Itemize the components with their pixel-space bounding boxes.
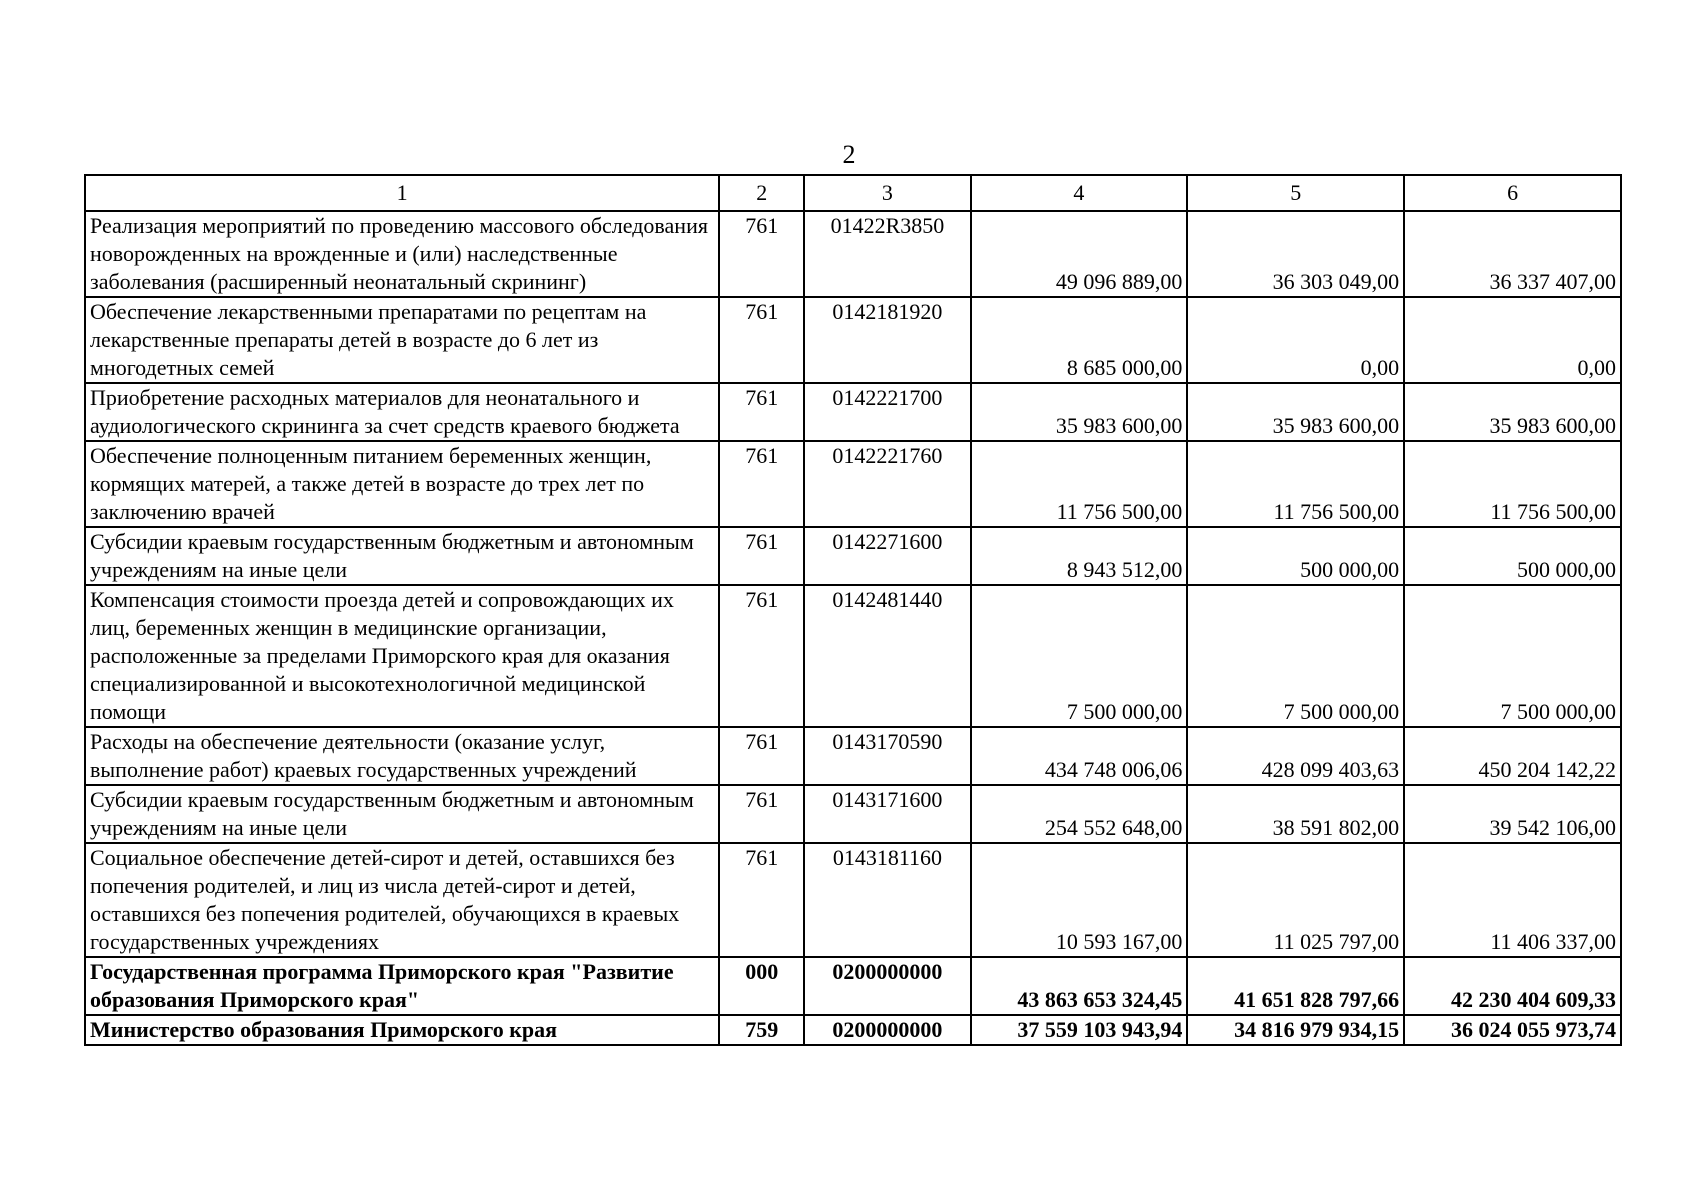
amount-col4-cell: 37 559 103 943,94: [971, 1015, 1188, 1045]
table-row: [85, 297, 1621, 383]
page-number: 2: [842, 140, 856, 169]
grbs-code-cell: 761: [719, 211, 804, 297]
expense-name-cell: Приобретение расходных материалов для неонатального и аудиологического скрининга за счет средств краевого бюджета: [85, 383, 719, 441]
target-article-cell: 0142181920: [804, 297, 970, 383]
amount-col6-cell: 36 337 407,00: [1404, 211, 1621, 297]
total-row: [85, 957, 1621, 1015]
table-row: [85, 843, 1621, 957]
amount-col4-cell: 43 863 653 324,45: [971, 957, 1188, 1015]
column-number-row: [85, 175, 1621, 211]
expense-name-cell: Государственная программа Приморского края "Развитие образования Приморского края": [85, 957, 719, 1015]
expense-name-cell: Реализация мероприятий по проведению массового обследования новорожденных на врожденные и (или) наследственные заболевания (расширенный неонатальный скрининг): [85, 211, 719, 297]
amount-col6-cell: 500 000,00: [1404, 527, 1621, 585]
amount-col6-cell: 35 983 600,00: [1404, 383, 1621, 441]
amount-col4-cell: 11 756 500,00: [971, 441, 1188, 527]
grbs-code-cell: 761: [719, 383, 804, 441]
column-number: 4: [971, 175, 1188, 211]
grbs-code-cell: 761: [719, 527, 804, 585]
target-article-cell: 0200000000: [804, 1015, 970, 1045]
expense-name-cell: Обеспечение лекарственными препаратами по рецептам на лекарственные препараты детей в возрасте до 6 лет из многодетных семей: [85, 297, 719, 383]
amount-col6-cell: 36 024 055 973,74: [1404, 1015, 1621, 1045]
amount-col5-cell: 34 816 979 934,15: [1187, 1015, 1404, 1045]
target-article-cell: 0142221700: [804, 383, 970, 441]
amount-col6-cell: 11 756 500,00: [1404, 441, 1621, 527]
table-row: [85, 383, 1621, 441]
expense-name-cell: Министерство образования Приморского края: [85, 1015, 719, 1045]
table-row: [85, 585, 1621, 727]
total-row: [85, 1015, 1621, 1045]
amount-col6-cell: 7 500 000,00: [1404, 585, 1621, 727]
target-article-cell: 0142271600: [804, 527, 970, 585]
table-row: [85, 211, 1621, 297]
amount-col5-cell: 11 025 797,00: [1187, 843, 1404, 957]
target-article-cell: 0200000000: [804, 957, 970, 1015]
grbs-code-cell: 761: [719, 785, 804, 843]
amount-col4-cell: 254 552 648,00: [971, 785, 1188, 843]
grbs-code-cell: 759: [719, 1015, 804, 1045]
amount-col5-cell: 7 500 000,00: [1187, 585, 1404, 727]
amount-col5-cell: 500 000,00: [1187, 527, 1404, 585]
grbs-code-cell: 000: [719, 957, 804, 1015]
amount-col6-cell: 11 406 337,00: [1404, 843, 1621, 957]
amount-col4-cell: 10 593 167,00: [971, 843, 1188, 957]
amount-col5-cell: 11 756 500,00: [1187, 441, 1404, 527]
table-row: [85, 527, 1621, 585]
amount-col5-cell: 36 303 049,00: [1187, 211, 1404, 297]
expense-name-cell: Субсидии краевым государственным бюджетным и автономным учреждениям на иные цели: [85, 785, 719, 843]
amount-col6-cell: 0,00: [1404, 297, 1621, 383]
grbs-code-cell: 761: [719, 843, 804, 957]
target-article-cell: 01422R3850: [804, 211, 970, 297]
target-article-cell: 0143171600: [804, 785, 970, 843]
target-article-cell: 0143181160: [804, 843, 970, 957]
expense-name-cell: Расходы на обеспечение деятельности (оказание услуг, выполнение работ) краевых государственных учреждений: [85, 727, 719, 785]
amount-col5-cell: 38 591 802,00: [1187, 785, 1404, 843]
amount-col4-cell: 434 748 006,06: [971, 727, 1188, 785]
grbs-code-cell: 761: [719, 297, 804, 383]
amount-col5-cell: 428 099 403,63: [1187, 727, 1404, 785]
target-article-cell: 0143170590: [804, 727, 970, 785]
amount-col6-cell: 42 230 404 609,33: [1404, 957, 1621, 1015]
amount-col6-cell: 39 542 106,00: [1404, 785, 1621, 843]
table-row: [85, 727, 1621, 785]
expense-name-cell: Компенсация стоимости проезда детей и сопровождающих их лиц, беременных женщин в медицинские организации, расположенные за пределами Приморского края для оказания специализированной и высокотехнологичной медицинской помощи: [85, 585, 719, 727]
target-article-cell: 0142221760: [804, 441, 970, 527]
amount-col4-cell: 35 983 600,00: [971, 383, 1188, 441]
target-article-cell: 0142481440: [804, 585, 970, 727]
column-number: 2: [719, 175, 804, 211]
amount-col4-cell: 49 096 889,00: [971, 211, 1188, 297]
amount-col5-cell: 41 651 828 797,66: [1187, 957, 1404, 1015]
column-number: 3: [804, 175, 970, 211]
column-number: 5: [1187, 175, 1404, 211]
amount-col4-cell: 8 685 000,00: [971, 297, 1188, 383]
budget-table: [84, 174, 1622, 1046]
expense-name-cell: Субсидии краевым государственным бюджетным и автономным учреждениям на иные цели: [85, 527, 719, 585]
column-number: 1: [85, 175, 719, 211]
amount-col5-cell: 35 983 600,00: [1187, 383, 1404, 441]
amount-col4-cell: 8 943 512,00: [971, 527, 1188, 585]
grbs-code-cell: 761: [719, 727, 804, 785]
amount-col5-cell: 0,00: [1187, 297, 1404, 383]
amount-col4-cell: 7 500 000,00: [971, 585, 1188, 727]
table-row: [85, 441, 1621, 527]
grbs-code-cell: 761: [719, 441, 804, 527]
table-row: [85, 785, 1621, 843]
grbs-code-cell: 761: [719, 585, 804, 727]
amount-col6-cell: 450 204 142,22: [1404, 727, 1621, 785]
column-number: 6: [1404, 175, 1621, 211]
expense-name-cell: Социальное обеспечение детей-сирот и детей, оставшихся без попечения родителей, и лиц из числа детей-сирот и детей, оставшихся без попечения родителей, обучающихся в краевых государственных учреждениях: [85, 843, 719, 957]
expense-name-cell: Обеспечение полноценным питанием беременных женщин, кормящих матерей, а также детей в возрасте до трех лет по заключению врачей: [85, 441, 719, 527]
